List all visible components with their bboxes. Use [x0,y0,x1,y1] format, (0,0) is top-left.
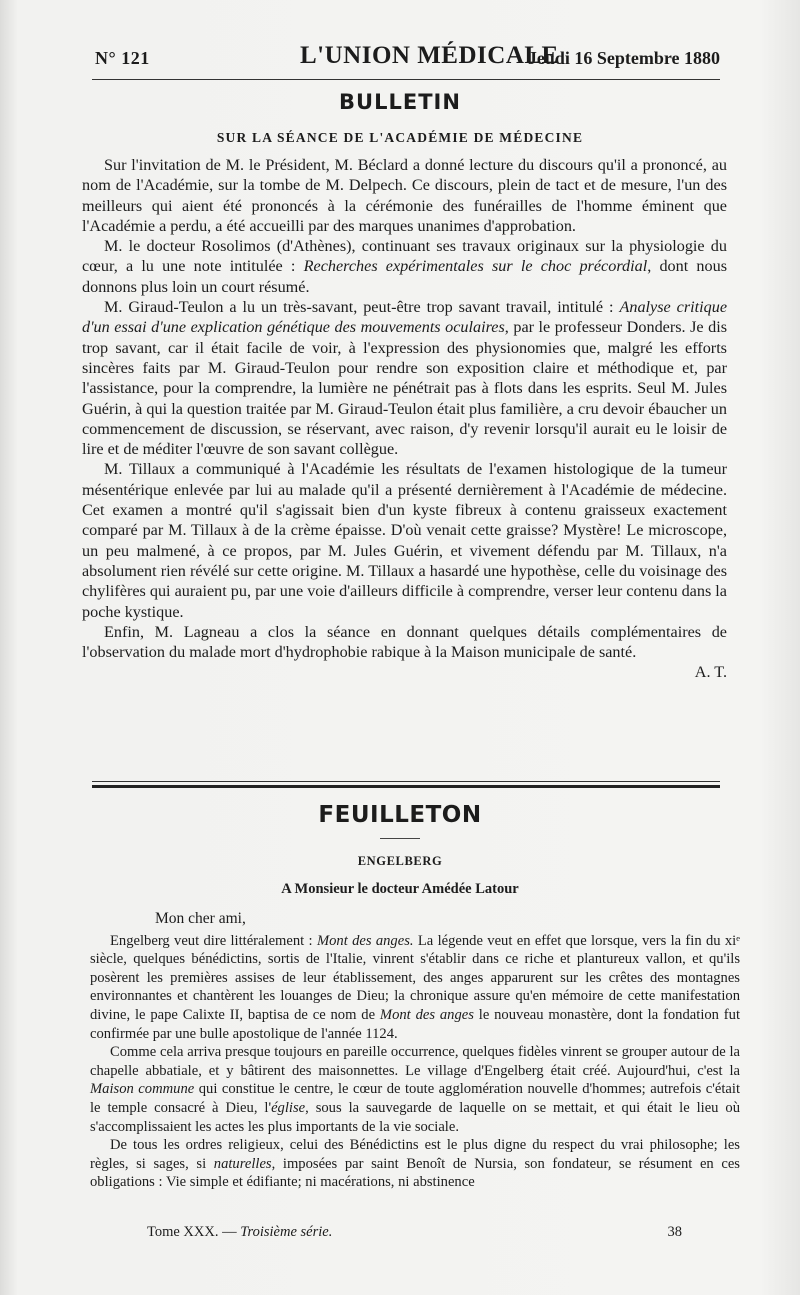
page-header [95,40,720,76]
issue-number: N° 121 [95,48,150,68]
bulletin-signature: A. T. [694,663,727,682]
bulletin-paragraph: Enfin, M. Lagneau a clos la séance en donnant quelques détails complémentaires de l'observation du malade mort d'hydrophobie rabique à la Maison municipale de santé. A. T. [82,622,727,682]
bulletin-title: BULLETIN [339,90,461,114]
bulletin-body [82,155,727,683]
bulletin-paragraph: M. Giraud-Teulon a lu un très-savant, peut-être trop savant travail, intitulé : Analyse critique d'un essai d'une explication génétique des mouvements oculaires, par le professeur Donders. Je dis trop savant, car il était facile de voir, à l'expression des physionomies que, malgré les efforts sincères faits par M. Giraud-Teulon pour rendre son exposition claire et méthodique et, par l'assistance, pour la comprendre, la lumière ne pénétrait pas à flots dans les esprits. Seul M. Jules Guérin, à qui la question traitée par M. Giraud-Teulon était plus familière, a cru devoir ébaucher un commencement de discussion, se réservant, avec raison, d'y revenir lorsqu'il aurait eu le loisir de lire et de méditer l'œuvre de son savant collègue. [82,298,728,459]
salutation: Mon cher ami, [155,910,246,927]
volume-info: Tome XXX. — Troisième série. [147,1224,333,1240]
feuilleton-paragraph: De tous les ordres religieux, celui des Bénédictins est le plus digne du respect du vrai philosophe; les règles, si sages, si naturelles, imposées par saint Benoît de Nursia, son fondateur, se résument en ces obligations : Vie simple et édifiante; ni macérations, ni abstinence [90,1137,740,1191]
feuilleton-underline [380,838,420,839]
header-rule [92,79,720,80]
page-number: 38 [667,1224,682,1240]
bulletin-paragraph: Sur l'invitation de M. le Président, M. Béclard a donné lecture du discours qu'il a prononcé, au nom de l'Académie, sur la tombe de M. Delpech. Ce discours, plein de tact et de mesure, l'un des meilleurs qui aient été prononcés à la cérémonie des funérailles de l'homme éminent que l'Académie a perdu, a été accueilli par des marques unanimes d'approbation. [82,156,727,235]
article-title: ENGELBERG [357,854,443,868]
feuilleton-title: FEUILLETON [318,802,482,828]
section-rule-bottom [92,785,720,788]
journal-title: L'UNION MÉDICALE [300,42,559,69]
feuilleton-paragraph: Engelberg veut dire littéralement : Mont des anges. La légende veut en effet que lorsque, vers la fin du xiᵉ siècle, quelques bénédictins, sortis de l'Italie, vinrent s'établir dans ce riche et plantureux vallon, et qu'ils posèrent les premières assises de leur établissement, des anges apparurent sur les crêtes des montagnes environnantes et chantèrent les louanges de Dieu; la chronique assure qu'en mémoire de cette manifestation divine, le pape Calixte II, baptisa de ce nom de Mont des anges le nouveau monastère, dont la fondation fut confirmée par une bulle apostolique de l'année 1124. [90,932,741,1042]
bulletin-paragraph: M. Tillaux a communiqué à l'Académie les résultats de l'examen histologique de la tumeur mésentérique enlevée par lui au malade qu'il a présenté dernièrement à l'Académie de médecine. Cet examen a montré qu'il s'agissait bien d'un kyste fibreux à contenu graisseux exactement comparé par M. Tillaux à de la crème épaisse. D'où venait cette graisse? Mystère! Le microscope, un peu malmené, à ce propos, par M. Jules Guérin, et vivement défendu par M. Tillaux, n'a absolument rien révélé sur cette origine. M. Tillaux a hasardé une hypothèse, celle du voisinage des chylifères qui auraient pu, par une voie d'ailleurs difficile à comprendre, verser leur contenu dans la poche kystique. [82,460,727,621]
bulletin-subtitle: SUR LA SÉANCE DE L'ACADÉMIE DE MÉDECINE [216,130,584,145]
article-dedication: A Monsieur le docteur Amédée Latour [281,881,519,897]
feuilleton-paragraph: Comme cela arriva presque toujours en pareille occurrence, quelques fidèles vinrent se grouper autour de la chapelle abbatiale, et y bâtirent des maisonnettes. Le village d'Engelberg était créé. Aujourd'hui, c'est la Maison commune qui constitue le centre, le cœur de toute agglomération nouvelle d'hommes; autrefois c'était le temple consacré à Dieu, l'église, sous la sauvegarde de laquelle on se mettait, et qui était le lieu où s'accomplissaient les actes les plus importants de la vie sociale. [90,1044,741,1135]
feuilleton-body [90,910,740,1192]
bulletin-paragraph: M. le docteur Rosolimos (d'Athènes), continuant ses travaux originaux sur la physiologie du cœur, a lu une note intitulée : Recherches expérimentales sur le choc précordial, dont nous donnons plus loin un court résumé. [82,237,727,296]
section-rule-top [92,781,720,782]
issue-date: Jeudi 16 Septembre 1880 [527,48,720,68]
